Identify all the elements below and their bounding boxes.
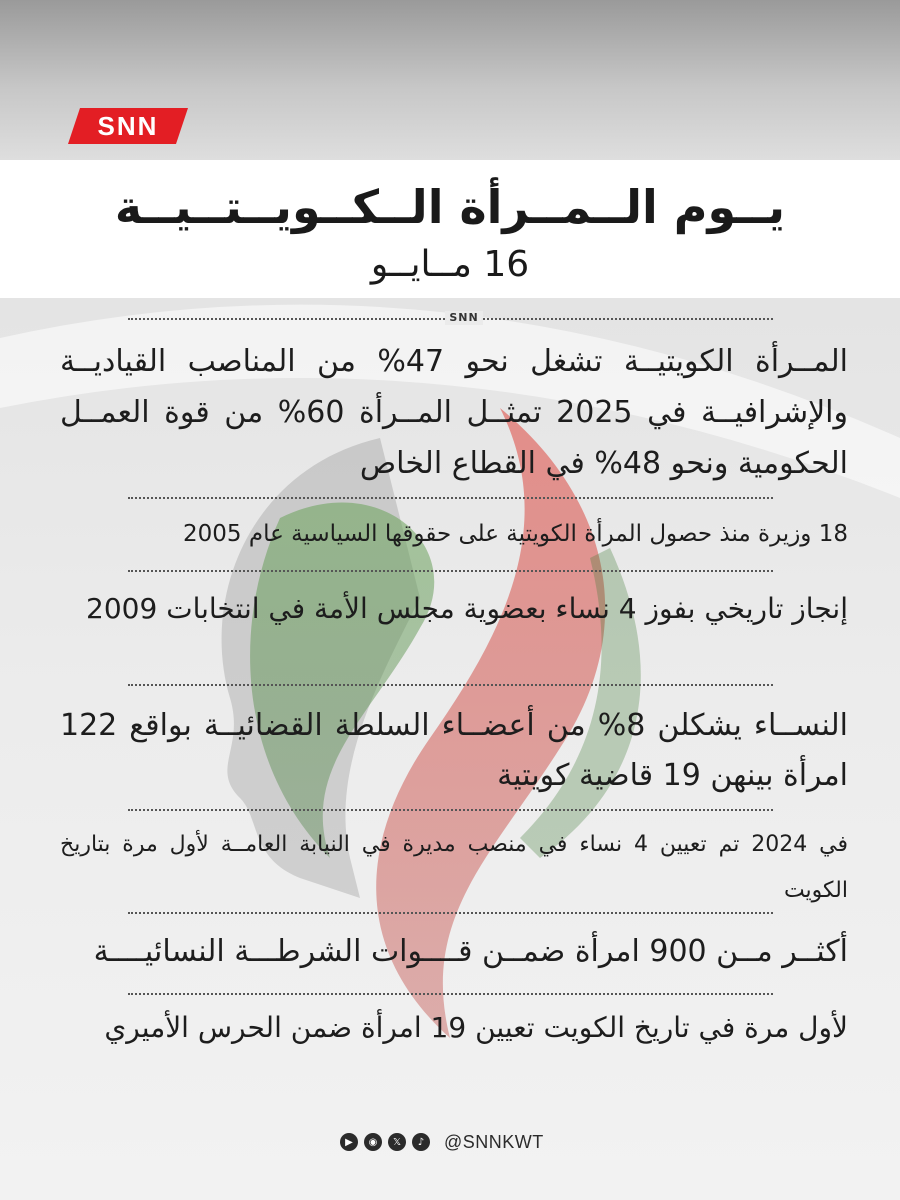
fact-item	[60, 1004, 848, 1052]
fact-item	[60, 928, 848, 976]
snn-logo	[66, 106, 190, 146]
x-icon[interactable]: 𝕏	[388, 1133, 406, 1151]
fact-text: لأول مرة في تاريخ الكويت تعيين 19 امرأة ضمن الحرس الأميري	[104, 1011, 848, 1044]
fact-text: في 2024 تم تعيين 4 نساء في منصب مديرة في النيابة العامــة لأول مرة بتاريخ الكويت	[60, 832, 848, 903]
mini-logo: SNN	[445, 311, 483, 325]
fact-item	[60, 585, 848, 633]
youtube-icon[interactable]: ▶	[340, 1133, 358, 1151]
tiktok-icon[interactable]: ♪	[412, 1133, 430, 1151]
page-title: يــوم الــمــرأة الــكــويــتــيــة	[114, 180, 786, 234]
fact-divider	[128, 912, 773, 914]
fact-item	[60, 336, 848, 489]
page-subtitle: 16 مــايــو	[370, 244, 530, 285]
social-footer	[340, 1130, 544, 1154]
fact-text: 18 وزيرة منذ حصول المرأة الكويتية على حقوقها السياسية عام 2005	[182, 521, 848, 547]
logo-text: SNN	[97, 111, 159, 141]
fact-divider	[128, 993, 773, 995]
fact-divider	[128, 570, 773, 572]
fact-divider	[128, 684, 773, 686]
fact-text: أكثــر مــن 900 امرأة ضمــن قــــوات الشرطـــة النسائيــــة	[93, 934, 848, 969]
fact-text: إنجاز تاريخي بفوز 4 نساء بعضوية مجلس الأمة في انتخابات 2009	[86, 592, 848, 625]
fact-divider	[128, 809, 773, 811]
instagram-icon[interactable]: ◉	[364, 1133, 382, 1151]
fact-text: المــرأة الكويتيــة تشغل نحو 47% من المناصب القياديــة والإشرافيــة في 2025 تمثــل المــرأة 60% من قوة العمــل الحكومية ونحو 48% في القطاع الخاص	[60, 344, 849, 481]
fact-item	[60, 514, 848, 554]
fact-item	[60, 701, 848, 801]
social-handle[interactable]: @SNNKWT	[444, 1131, 544, 1152]
fact-divider	[128, 497, 773, 499]
fact-item	[60, 822, 848, 914]
fact-text: النســاء يشكلن 8% من أعضــاء السلطة القضائيــة بواقع 122 امرأة بينهن 19 قاضية كويتية	[60, 708, 848, 793]
